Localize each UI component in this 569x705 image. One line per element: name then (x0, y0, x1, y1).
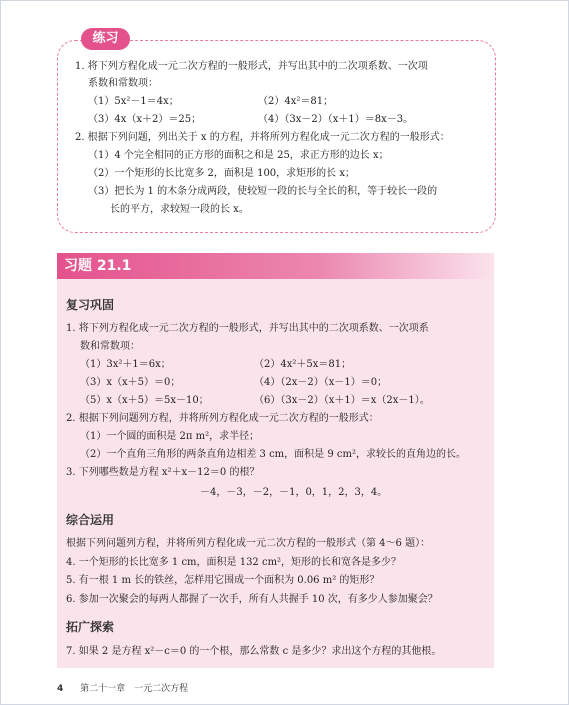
exercise-2-line1: 2. 根据下列问题列方程，并将所列方程化成一元二次方程的一般形式： (66, 413, 379, 424)
practice-q1-line2: 系数和常数项： (88, 78, 158, 89)
exercise-1-item1: （1）3x²＋1＝6x； (80, 359, 171, 370)
review-heading: 复习巩固 (66, 298, 115, 312)
page-footer (57, 683, 188, 695)
exercise-7: 7. 如果 2 是方程 x²－c＝0 的一个根，那么常数 c 是多少？求出这个方程的其他根。 (66, 646, 442, 657)
exercise-1-line1: 1. 将下列方程化成一元二次方程的一般形式，并写出其中的二次项系数、一次项系 (66, 323, 429, 334)
exercise-1-item6: （6）（3x－2）（x＋1）＝x（2x－1）。 (254, 395, 430, 406)
extend-heading: 拓广探索 (66, 620, 115, 634)
practice-q1-d: （4）（3x－2）（x＋1）＝8x－3。 (258, 114, 414, 125)
practice-q2-line1: 2. 根据下列问题，列出关于 x 的方程，并将所列方程化成一元二次方程的一般形式： (75, 132, 450, 143)
practice-q1-line1: 1. 将下列方程化成一元二次方程的一般形式，并写出其中的二次项系数、一次项 (75, 61, 428, 72)
practice-q1-a: （1）5x²－1＝4x； (88, 96, 179, 107)
exercise-3-line1: 3. 下列哪些数是方程 x²＋x－12＝0 的根？ (66, 467, 260, 478)
exercise-6: 6. 参加一次聚会的每两人都握了一次手，所有人共握手 10 次，有多少人参加聚会？ (66, 594, 438, 605)
exercise-1-item3: （3）x（x＋5）＝0； (80, 377, 181, 388)
exercise-2-a: （1）一个圆的面积是 2π m²，求半径； (80, 431, 260, 442)
practice-q2-a: （1）4 个完全相同的正方形的面积之和是 25，求正方形的边长 x； (88, 150, 389, 161)
exercise-4: 4. 一个矩形的长比宽多 1 cm，面积是 132 cm²，矩形的长和宽各是多少？ (66, 557, 402, 568)
apply-heading: 综合运用 (66, 513, 115, 527)
practice-q2-c-line1: （3）把长为 1 的木条分成两段，使较短一段的长与全长的积，等于较长一段的 (88, 186, 438, 197)
practice-q1-b: （2）4x²＝81； (258, 96, 334, 107)
exercise-2-b: （2）一个直角三角形的两条直角边相差 3 cm，面积是 9 cm²，求较长的直角边的长。 (80, 449, 466, 460)
chapter-title: 第二十一章 一元二次方程 (80, 684, 189, 694)
exercise-1-line2: 数和常数项： (80, 341, 140, 352)
exercise-1-item4: （4）（2x－2）（x－1）＝0； (254, 377, 388, 388)
page-number: 4 (57, 684, 64, 694)
practice-tag: 练习 (81, 28, 130, 50)
exercise-5: 5. 有一根 1 m 长的铁丝，怎样用它围成一个面积为 0.06 m² 的矩形？ (66, 575, 380, 586)
exercise-3-numbers: －4，－3，－2，－1，0，1，2，3，4。 (200, 487, 388, 498)
apply-intro: 根据下列问题列方程，并将所列方程化成一元二次方程的一般形式（第 4～6 题）： (66, 538, 431, 549)
practice-q1-c: （3）4x（x＋2）＝25； (88, 114, 202, 125)
practice-q2-c-line2: 长的平方，求较短一段的长 x。 (110, 204, 249, 215)
exercise-1-item2: （2）4x²＋5x＝81； (254, 359, 352, 370)
exercise-title: 习题 21.1 (64, 258, 132, 274)
practice-q2-b: （2）一个矩形的长比宽多 2，面积是 100，求矩形的长 x； (88, 168, 355, 179)
exercise-1-item5: （5）x（x＋5）＝5x－10； (80, 395, 209, 406)
